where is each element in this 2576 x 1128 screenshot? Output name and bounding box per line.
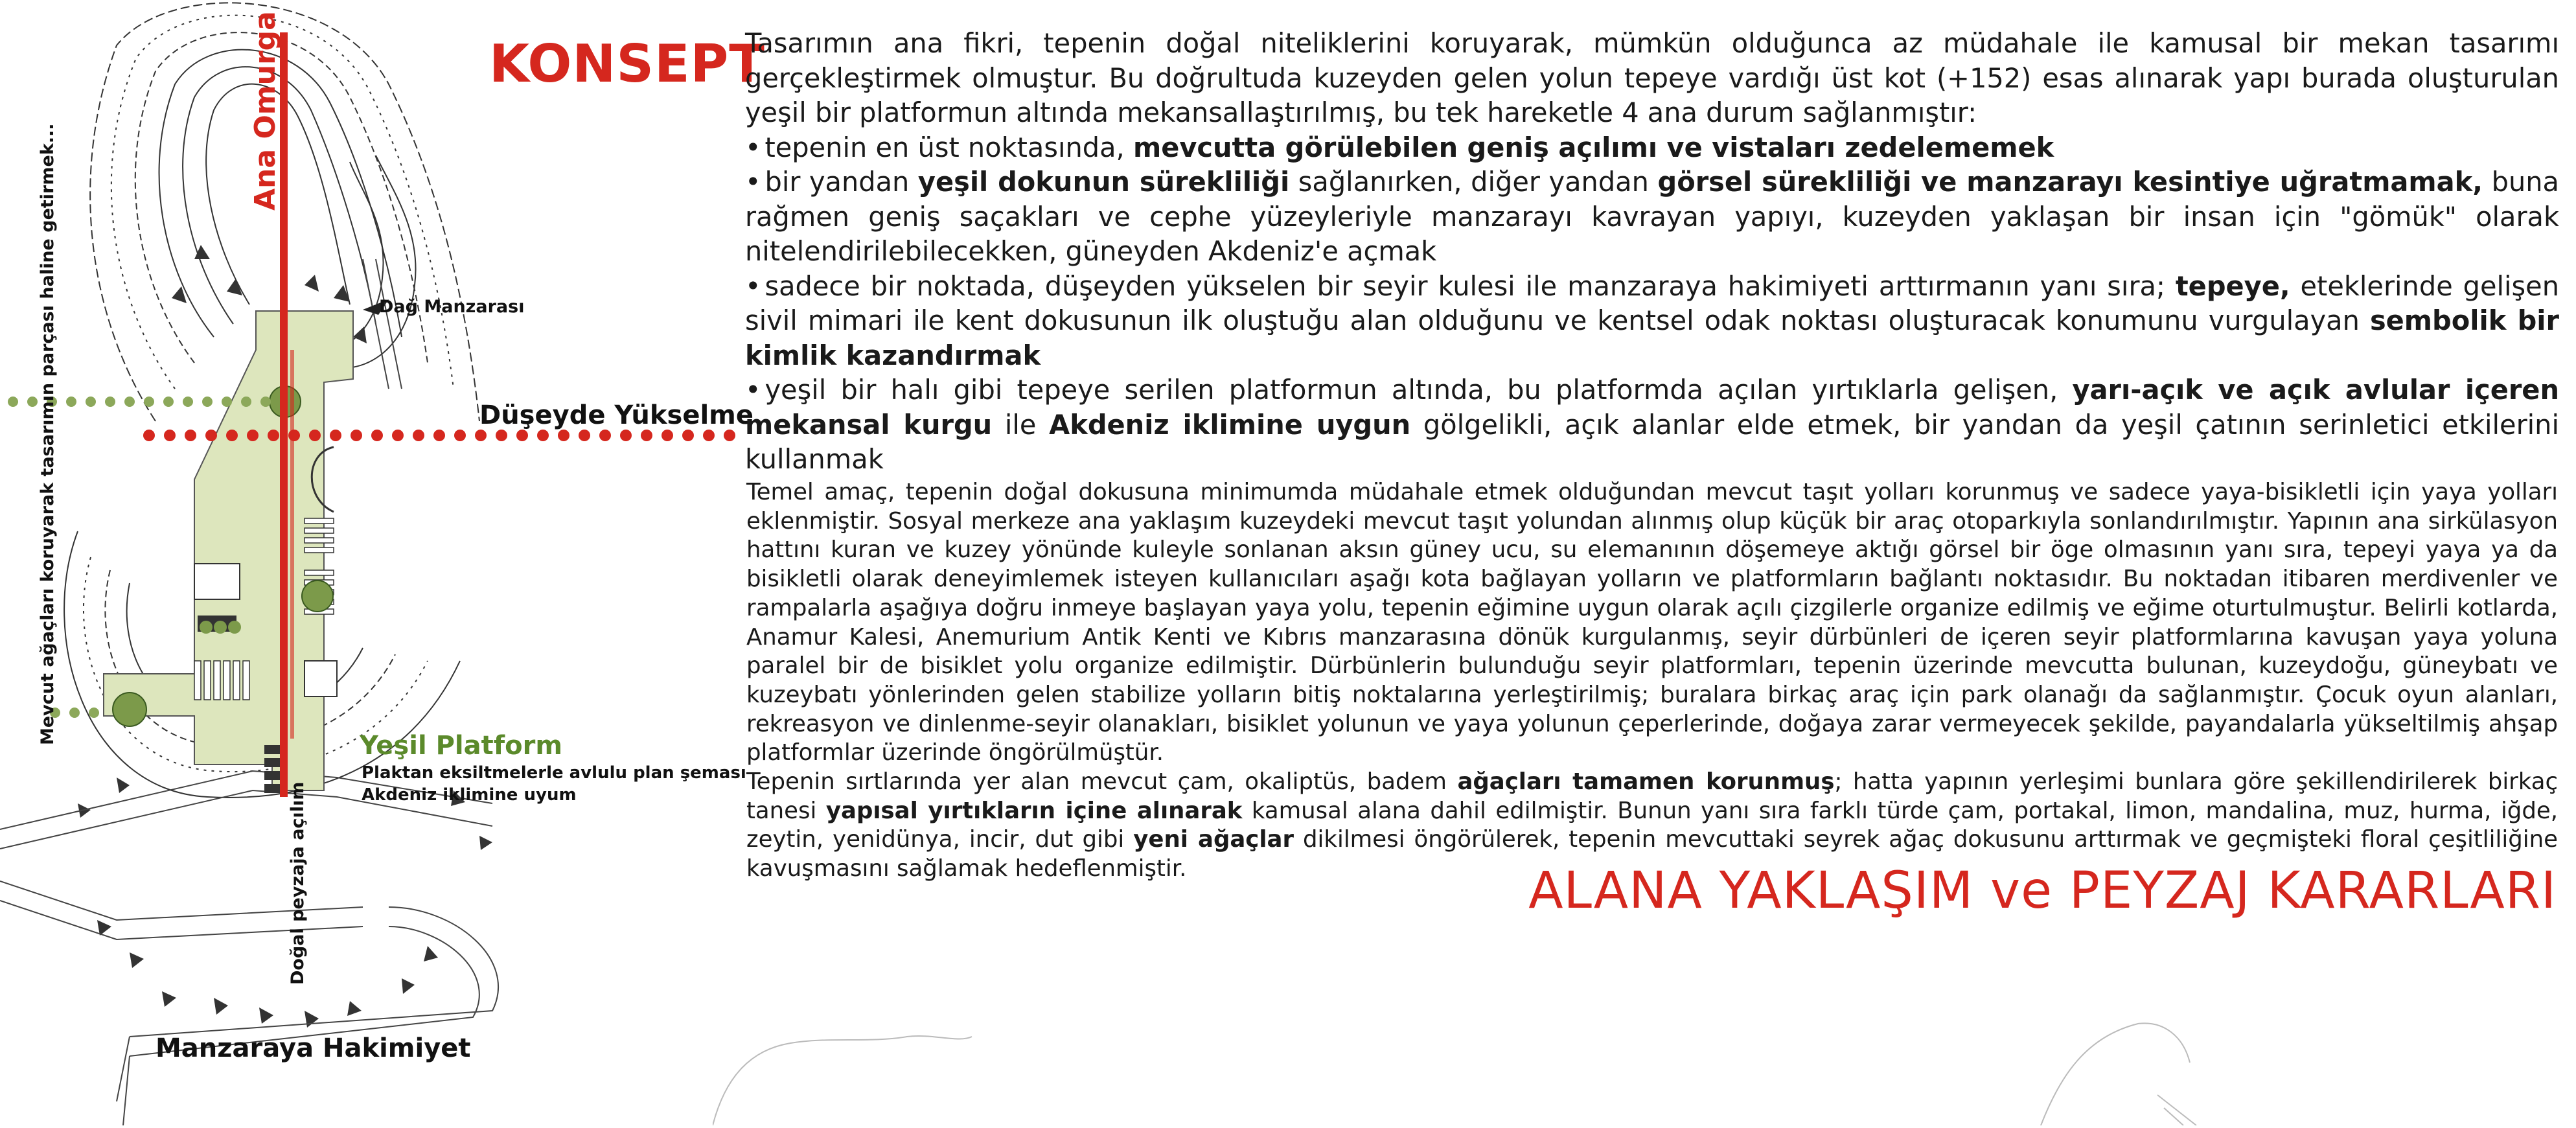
approach-paragraph-1: Temel amaç, tepenin doğal dokusuna minimumda müdahale etmek olduğundan mevcut taşıt yolları korunmuş ve sadece yaya-bisikletli için yaya yolları eklenmiştir. Sosyal merkeze ana yaklaşım kuzeydeki mevcut taşıt yolundan alınmış olup küçük bir araç otoparkıyla sonlandırılmıştır. Yapının ana sirkülasyon hattını kuran ve kuzey yönünde kuleyle sonlanan aksın güney ucu, su elemanının döşemeye aktığı görsel bir öge olmasının yanı sıra, tepeyi yaya ya da bisikletli olarak deneyimlemek isteyen kullanıcıları aşağı kota bağlayan yolların ve platformların bağlantı noktasıdır. Bu noktadan itibaren merdivenler ve rampalarla aşağıya doğru inmeye başlayan yaya yolu, tepenin eğimine uygun olarak açılı çizgilerle organize edilmiş ve eğime oturtulmuştur. Belirli kotlarda, Anamur Kalesi, Anemurium Antik Kenti ve Kıbrıs manzarasına dönük kurgulanmış, seyir dürbünleri de içeren seyir platformlarına kavuşan yaya yoluna paralel bir de bisiklet yolu organize edilmiştir. Dürbünlerin bulunduğu seyir platformları, tepenin üzerinde mevcutta bulunan, kuzeydoğu, güneybatı ve kuzeybatı yönlerinden gelen stabilize yolların bitiş noktalarına yerleştirilmiş; buralara birkaç araç için park olanağı da sağlanmıştır. Çocuk oyun alanları, rekreasyon ve dinlenme-seyir olanakları, bisiklet yolunun ve yaya yolunun çeperlerinde, doğaya zarar vermeyecek şekilde, payandalarla yükseltilmiş ahşap platformlar üzerinde öngörülmüştür. (746, 479, 2558, 766)
landscape-opening-label: Doğal peyzaja açılım (288, 781, 308, 985)
concept-title: KONSEPT (489, 34, 765, 94)
mountain-view-label: Dağ Manzarası (379, 297, 525, 317)
approach-title: ALANA YAKLAŞIM ve PEYZAJ KARARLARI (1528, 862, 2557, 920)
concept-text-block (745, 26, 2559, 477)
approach-paragraph-2: Tepenin sırtlarında yer alan mevcut çam, okaliptüs, badem ağaçları tamamen korunmuş; hatta yapının yerleşimi bunlara göre şekillendirilerek birkaç tanesi yapısal yırtıkların içine alınarak kamusal alana dahil edilmiştir. Bunun yanı sıra farklı türde çam, portakal, limon, mandalina, muz, hurma, iğde, zeytin, yenidünya, incir, dut gibi yeni ağaçlar dikilmesi öngörülerek, tepenin mevcuttaki seyrek ağaç dokusunu arttırmak ve geçmişteki floral çeşitliliğine kavuşmasını sağlamak hedeflenmiştir. (746, 768, 2558, 882)
tree-preservation-note: Mevcut ağaçları koruyarak tasarımın parçası haline getirmek... (38, 123, 58, 745)
concept-bullet-3: • sadece bir noktada, düşeyden yükselen bir seyir kulesi ile manzaraya hakimiyeti arttırmanın yanı sıra; tepeye, eteklerinde gelişen sivil mimari ile kent dokusunun ilk oluştuğu alan olduğunu ve kentsel odak noktası oluşturacak konumunu vurgulayan sembolik bir kimlik kazandırmak (745, 269, 2559, 373)
concept-bullet-2: • bir yandan yeşil dokunun sürekliliği sağlanırken, diğer yandan görsel sürekliliği ve manzarayı kesintiye uğratmamak, buna rağmen geniş saçakları ve cephe yüzeyleriyle manzarayı kavrayan yapıyı, kuzeyden yaklaşan bir insan için "gömük" olarak nitelendirilebilecekken, güneyden Akdeniz'e açmak (745, 165, 2559, 269)
view-dominance-label: Manzaraya Hakimiyet (155, 1033, 471, 1063)
site-plan-drawing (0, 0, 739, 1125)
concept-bullet-1: • tepenin en üst noktasında, mevcutta görülebilen geniş açılımı ve vistaları zedelememek (745, 130, 2559, 165)
concept-bullet-4: • yeşil bir halı gibi tepeye serilen platformun altında, bu platformda açılan yırtıklarla gelişen, yarı-açık ve açık avlular içeren mekansal kurgu ile Akdeniz iklimine uygun gölgelikli, açık alanlar elde etmek, bir yandan da yeşil çatının serinletici etkilerini kullanmak (745, 373, 2559, 477)
red-dotted-line (143, 430, 735, 441)
approach-text-block (746, 478, 2558, 884)
site-concept-diagram (0, 0, 753, 1125)
concept-intro: Tasarımın ana fikri, tepenin doğal niteliklerini koruyarak, mümkün olduğunca az müdahale ile kamusal bir mekan tasarımı gerçekleştirmek olmuştur. Bu doğrultuda kuzeyden gelen yolun tepeye vardığı üst kot (+152) esas alınarak yapı burada oluşturulan yeşil bir platformun altında mekansallaştırılmış, bu tek hareketle 4 ana durum sağlanmıştır: (745, 27, 2559, 128)
bottom-sketch-lines (713, 998, 2576, 1125)
green-platform-note-2: Akdeniz iklimine uyum (362, 785, 577, 805)
green-platform-label: Yeşil Platform (360, 731, 563, 761)
main-spine-label: Ana Omurga (249, 11, 282, 211)
vertical-rise-label: Düşeyde Yükselme (479, 400, 753, 430)
green-platform-note-1: Plaktan eksiltmelerle avlulu plan şeması (362, 763, 746, 783)
